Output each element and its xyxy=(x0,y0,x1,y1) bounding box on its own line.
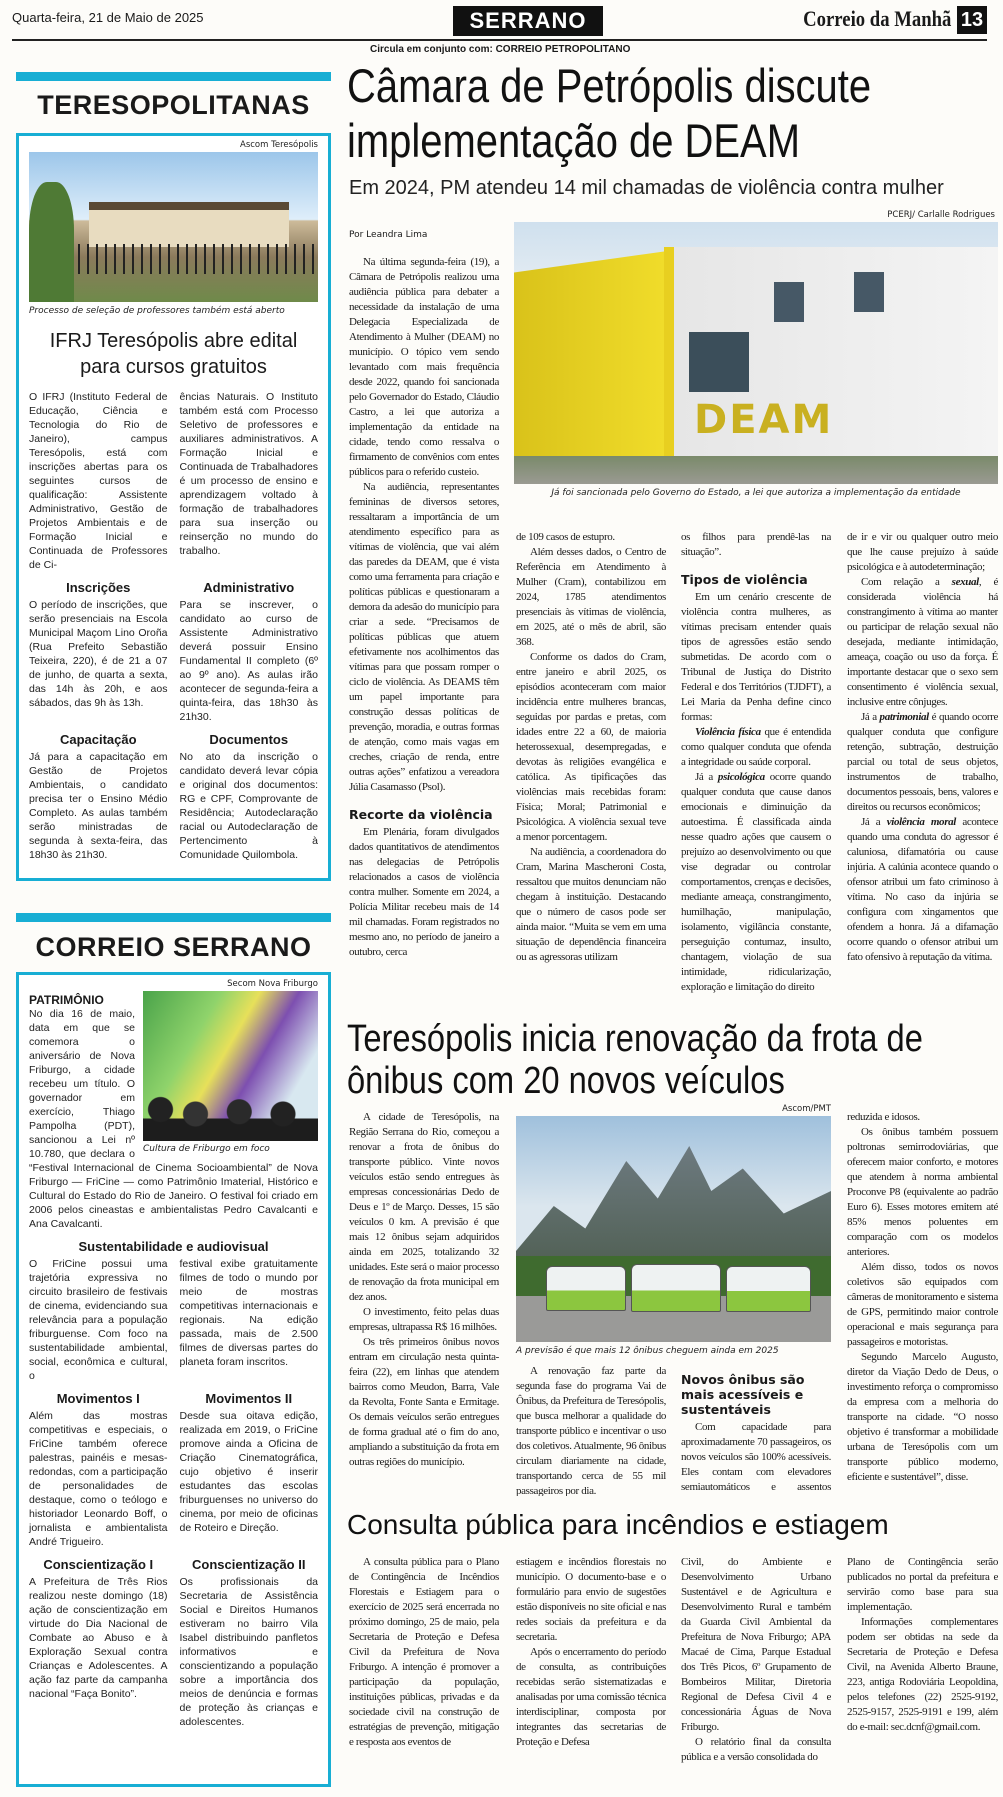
article-paragraph: Em um cenário crescente de violência contra mulheres, as vítimas precisam entender quais tipos de agressões estão sendo submetidas. De acordo com o Tribunal de Justiça do Distrito Federal e dos Territórios (TJDFT), a Lei Maria da Penha define cinco formas: xyxy=(681,591,831,723)
block-text: Os profissionais da Secretaria de Assistência Social e Direitos Humanos estiveram no bairro Vila Isabel distribuindo panfletos informativos e conscientizando a população sobre a importância dos meios de denúncia e formas de proteção às crianças e adolescentes. xyxy=(179,1576,318,1728)
article-column xyxy=(681,1555,831,1795)
circulation-note: Circula em conjunto com: CORREIO PETROPOLITANO xyxy=(370,44,631,55)
article-paragraph: Já a patrimonial é quando ocorre qualquer conduta que configure retenção, subtração, destruição parcial ou total de seus objetos, instrumentos de trabalho, documentos pessoais, bens, valores e direitos ou recursos econômicos; xyxy=(847,711,998,813)
article-paragraph: Em Plenária, foram divulgados dados quantitativos de atendimentos nas delegacias de Petrópolis relacionados a casos de violência contra mulher. Somente em 2024, a Polícia Militar recebeu mais de 14 mil chamadas. Foram registrados no mesmo ano, no período de janeiro a outubro, cerca xyxy=(349,826,499,958)
article-paragraph: Além desses dados, o Centro de Referência em Atendimento à Mulher (Cram), contabilizou em 2024, 1785 atendimentos presenciais às vítimas de violência, em 2025, até o mês de abril, são 368. xyxy=(516,546,666,648)
subhead: Capacitação xyxy=(59,732,137,747)
headline-consulta: Consulta pública para incêndios e estiagem xyxy=(347,1509,889,1540)
article-paragraph: reduzida e idosos. xyxy=(847,1111,920,1123)
lead-text: No dia 16 de maio, data em que se comemora o aniversário de Nova Friburgo, a cidade recebeu um título. O governador em exercício, Thiago Pampolha (PDT), sancionou a Lei nº 10.780, que declara o “Festival Internacional de Cinema Socioambiental” de Nova Friburgo — FriCine — como Patrimônio Imaterial, Histórico e Cultural do Estado do Rio de Janeiro. O festival foi criado em 2006 pelos cineastas e ambientalistas Pedro Cavalcanti e Ana Cavalcanti. xyxy=(29,1008,318,1230)
article-subhead: Tipos de violência xyxy=(681,572,808,587)
article-paragraph: O investimento, feito pelas duas empresas, ultrapassa R$ 16 milhões. xyxy=(349,1306,499,1333)
article-column xyxy=(847,530,998,1003)
block-text: A Prefeitura de Três Rios realizou neste domingo (18) ação de conscientização em virtude do Dia Nacional de Combate ao Abuso e à Exploração Sexual contra Crianças e Adolescentes. A ação faz parte da campanha nacional “Faça Bonito”. xyxy=(29,1576,168,1700)
byline: Por Leandra Lima xyxy=(349,230,428,240)
article-paragraph: Já a psicológica ocorre quando qualquer conduta que cause danos emocionais e diminuição da autoestima. É classificada ainda nesse quadro ações que causem o prejuízo ao desenvolvimento ou que vise degradar ou controlar comportamentos, crenças e decisões, mediante ameaça, constrangimento, humilhação, manipulação, isolamento, vigilância constante, perseguição contumaz, insulto, chantagem, violação de sua intimidade, ridicularização, exploração e limitação do direito xyxy=(681,771,831,993)
teresopolitanas-box xyxy=(16,133,331,881)
article-subhead: Novos ônibus são mais acessíveis e sustentáveis xyxy=(681,1372,805,1417)
subhead-patrimonio: PATRIMÔNIO xyxy=(29,993,104,1007)
article-column xyxy=(681,530,831,1003)
article-paragraph: Com relação a sexual, é considerada violência há constrangimento à vítima ao manter ou participar de relação sexual não desejada, mediante intimidação, ameaça, coação ou uso da força. É importante destacar que o sexo sem consentimento é violência sexual, inclusive entre cônjuges. xyxy=(847,576,998,708)
subhead: Movimentos I xyxy=(56,1391,140,1406)
emphasis: patrimonial xyxy=(879,711,929,723)
article-column xyxy=(349,1110,499,1496)
article-paragraph: Conforme os dados do Cram, entre janeiro e abril 2025, os episódios aconteceram com maior incidência entre mulheres brancas, seguidas por pardas e pretas, com idades entre 22 a 60, de maioria heterossexual, desempregadas, e devotas às religiões evangélica e católica. As tipificações das violências mais recebidas foram: Física; Moral; Patrimonial e Psicológica. A violência sexual teve a menor porcentagem. xyxy=(516,651,666,843)
photo-credit: Secom Nova Friburgo xyxy=(227,979,318,989)
article-column xyxy=(681,1360,831,1496)
correio-serrano-box xyxy=(16,972,331,1787)
article-paragraph: Na última segunda-feira (19), a Câmara de Petrópolis realizou uma audiência pública para debater a necessidade da instalação de uma Delegacia Especializada de Atendimento à Mulher (DEAM) no município. O tópico vem sendo levantado com mais frequência desde 2022, quando foi sancionada pelo Governador do Estado, Cláudio Castro, a lei que autoriza a implementação da entidade na cidade, tendo como ressalva o firmamento de convênios com entes públicos para o referido custeio. xyxy=(349,256,499,478)
article-paragraph: Na audiência, representantes femininas de diversos setores, ressaltaram a importância de um atendimento específico para as vítimas de violência, que vai além das paredes da DEAM, que é vista como uma ferramenta para criação e políticas públicas e questionaram a demora da adesão do município para criar a sede. “Precisamos de políticas públicas que atuem efetivamente nos acolhimentos das vítimas para que possam romper o ciclo de violência. As DEAMS têm um papel importante para construção dessas políticas de prevenção, moradia, e outras formas de atenção, como mais vagas em creches, criação de renda, entre outras ações” enfatizou a vereadora Júlia Casamasso (Psol). xyxy=(349,481,499,793)
article-column xyxy=(516,1364,666,1496)
article-column xyxy=(847,1555,998,1795)
article-paragraph: Após o encerramento do período de consulta, as contribuições recebidas serão sistematizadas e analisadas por uma comissão técnica interdisciplinar, composta por integrantes das secretarias de Proteção e Defesa xyxy=(516,1646,666,1748)
subhead: Sustentabilidade e audiovisual xyxy=(78,1239,269,1254)
article-paragraph: Informações complementares podem ser obtidas na sede da Secretaria de Proteção e Defesa Civil, na Avenida Alberto Braune, 223, antiga Rodoviária Leopoldina, pelos telefones (22) 2525-9192, 2525-9157, 2525-9191 e 199, além do e-mail: sec.dcnf@gmail.com. xyxy=(847,1616,998,1733)
article-paragraph: A renovação faz parte da segunda fase do programa Vai de Ônibus, da Prefeitura de Teresópolis, que busca melhorar a qualidade do transporte público e incentivar o uso dos coletivos. Atualmente, 96 ônibus circulam diariamente na cidade, transportando cerca de 55 mil passageiros por dia. xyxy=(516,1365,666,1496)
section-heading-teresopolitanas: TERESOPOLITANAS xyxy=(37,90,310,120)
section-bar xyxy=(16,913,331,922)
intro-col-2: ências Naturais. O Instituto também está com Processo Seletivo de professores e auxiliares administrativos. A Formação Inicial e Continuada de Trabalhadores é um processo de ensino e aprendizagem voltado à formação de trabalhadores para sua inserção ou reinserção no mundo do trabalho. xyxy=(179,391,318,557)
article-column xyxy=(516,1555,666,1795)
article-paragraph: Os três primeiros ônibus novos entram em circulação nesta quinta-feira (22), em linhas que atendem bairros como Meudon, Barra, Vale da Revolta, Fonte Santa e Ermitage. Os demais veículos serão entregues de forma gradual até o fim do ano, ampliando a substituição da frota em outras regiões do município. xyxy=(349,1336,499,1468)
article-column xyxy=(516,530,666,1003)
article-paragraph: Além disso, todos os novos coletivos são equipados com câmeras de monitoramento e sistema de GPS, permitindo maior controle operacional e mais segurança para passageiros e motoristas. xyxy=(847,1261,998,1348)
photo-caption: Já foi sancionada pelo Governo do Estado, a lei que autoriza a implementação da entidade xyxy=(551,488,961,498)
emphasis: Violência física xyxy=(695,726,761,738)
fricine-photo xyxy=(143,991,318,1141)
article-paragraph: A cidade de Teresópolis, na Região Serrana do Rio, começou a renovar a frota de ônibus do transporte público. Vinte novos veículos estão sendo entregues às empresas concessionárias Dedo de Deus e 1º de Março. Desses, 15 são veículos 0 km. A previsão é que mais 12 ônibus sejam adquiridos ainda em 2025, totalizando 32 unidades. Este será o maior processo de renovação da frota municipal em dez anos. xyxy=(349,1111,499,1303)
deam-building-photo xyxy=(514,222,998,484)
subhead: Administrativo xyxy=(203,580,295,595)
issue-date: Quarta-feira, 21 de Maio de 2025 xyxy=(12,10,204,25)
article-paragraph: A consulta pública para o Plano de Contingência de Incêndios Florestais e Estiagem para o exercício de 2025 será encerrada no próximo domingo, 25 de maio, pela Secretaria de Proteção e Defesa Civil da Prefeitura de Nova Friburgo. A intenção é promover a participação da população, instituições públicas, privadas e da sociedade civil na construção de estratégias de prevenção, mitigação e resposta aos eventos de xyxy=(349,1556,499,1748)
emphasis: sexual xyxy=(951,576,979,588)
header-rule xyxy=(12,39,987,41)
intro-col-1: O IFRJ (Instituto Federal de Educação, Ciência e Tecnologia do Rio de Janeiro), campus Teresópolis, está com inscrições abertas para os seguintes cursos de qualificação: Assistente Administrativo, Gestão de Projetos Ambientais e de Formação Inicial e Continuada de Professores de Ci- xyxy=(29,391,168,571)
block-text: Já para a capacitação em Gestão de Projetos Ambientais, o candidato precisa ter o Ensino Médio Completo. As aulas também serão ministradas de segunda à sexta-feira, das 18h30 às 21h30. xyxy=(29,751,168,861)
section-label: SERRANO xyxy=(453,6,603,36)
article-paragraph: os filhos para prendê-las na situação”. xyxy=(681,531,831,558)
photo-credit: PCERJ/ Carlalle Rodrigues xyxy=(887,210,995,220)
newspaper-logo: Correio da Manhã xyxy=(802,6,951,31)
subheadline-deam: Em 2024, PM atendeu 14 mil chamadas de violência contra mulher xyxy=(349,177,944,199)
article-column xyxy=(847,1110,998,1496)
section-bar xyxy=(16,72,331,81)
article-title: IFRJ Teresópolis abre edital para cursos gratuitos xyxy=(49,330,298,378)
subhead: Documentos xyxy=(209,732,289,747)
subhead: Inscrições xyxy=(66,580,131,595)
buses-photo xyxy=(516,1116,831,1342)
article-column xyxy=(349,255,499,1003)
section-heading-correio-serrano: CORREIO SERRANO xyxy=(35,932,312,962)
block-text: O período de inscrições, que serão presenciais na Escola Municipal Maçom Lino Oroña (Rua Prefeito Sebastião Teixeira, 220), é de 21 a 07 de junho, de quarta a sexta, das 14h às 20h, e aos sábados, das 9h às 13h. xyxy=(29,599,168,709)
headline-onibus: Teresópolis inicia renovação da frota de ônibus com 20 novos veículos xyxy=(347,1018,923,1102)
photo-caption: Processo de seleção de professores também está aberto xyxy=(29,306,285,316)
article-paragraph: Civil, do Ambiente e Desenvolvimento Urbano Sustentável e de Agricultura e Desenvolvimento Rural e também da Guarda Civil Ambiental da Prefeitura de Nova Friburgo; APA Macaé de Cima, Parque Estadual dos Três Picos, 6º Grupamento de Bombeiros Militar, Diretoria Regional de Defesa Civil 4 e concessionária Águas de Nova Friburgo. xyxy=(681,1556,831,1733)
article-paragraph: Plano de Contingência serão publicados no portal da prefeitura e servirão como base para sua implementação. xyxy=(847,1556,998,1613)
article-column xyxy=(349,1555,499,1795)
block-text: Para se inscrever, o candidato ao curso de Assistente Administrativo deverá possuir Ensino Fundamental II completo (6º ao 9º ano). As aulas irão acontecer de segunda-feira a quinta-feira, das 18h30 às 21h30. xyxy=(179,599,318,723)
article-paragraph: Violência física que é entendida como qualquer conduta que ofenda a integridade ou saúde corporal. xyxy=(681,726,831,768)
photo-caption: A previsão é que mais 12 ônibus cheguem ainda em 2025 xyxy=(516,1346,779,1356)
deam-sign: DEAM xyxy=(694,397,834,443)
block-text: O FriCine possui uma trajetória expressiva no circuito brasileiro de festivais de cinema, evidenciando sua relevância para a população friburguense. Com foco na sustentabilidade ambiental, social, econômica e cultural, o xyxy=(29,1258,168,1382)
headline-deam: Câmara de Petrópolis discute implementação de DEAM xyxy=(347,59,872,167)
article-paragraph: estiagem e incêndios florestais no município. O documento-base e o formulário para envio de sugestões estão disponíveis no site oficial e nas redes sociais da prefeitura e da secretaria. xyxy=(516,1556,666,1643)
subhead: Conscientização II xyxy=(192,1557,306,1572)
photo-caption: Cultura de Friburgo em foco xyxy=(143,1144,270,1154)
article-paragraph: Segundo Marcelo Augusto, diretor da Viação Dedo de Deus, o investimento reforça o compromisso da empresa com a melhoria do transporte na cidade. “O nosso objetivo é transformar a mobilidade urbana de Teresópolis com um transporte público moderno, eficiente e sustentável”, disse. xyxy=(847,1351,998,1483)
emphasis: violência moral xyxy=(886,816,956,828)
article-paragraph: de 109 casos de estupro. xyxy=(516,531,615,543)
subhead: Movimentos II xyxy=(205,1391,293,1406)
article-paragraph: Já a violência moral acontece quando uma conduta do agressor é caluniosa, difamatória ou cause injúria. A calúnia acontece quando o ofensor atribui um fato criminoso à vítima. No caso da injúria se configura com xingamentos que ofendem a honra. Já a difamação ocorre quando o ofensor atribui um fato ofensivo à reputação da vítima. xyxy=(847,816,998,963)
block-text: festival exibe gratuitamente filmes de todo o mundo por meio de mostras competitivas internacionais e regionais. Na edição passada, mais de 2.500 filmes de diversas partes do planeta foram inscritos. xyxy=(179,1258,318,1368)
photo-credit: Ascom Teresópolis xyxy=(240,140,318,150)
article-subhead: Recorte da violência xyxy=(349,807,493,822)
block-text: No ato da inscrição o candidato deverá levar cópia e original dos documentos: RG e CPF, Comprovante de Residência; Autodeclaração racial ou Autodeclaração de Pertencimento à Comunidade Quilombola. xyxy=(179,751,318,861)
article-paragraph: Os ônibus também possuem poltronas semirrodoviárias, que oferecem maior conforto, e motores que atendem à norma ambiental Proconve P8 (equivalente ao padrão Euro 6). Esses motores emitem até 85% menos poluentes em comparação com os modelos anteriores. xyxy=(847,1126,998,1258)
article-paragraph: Na audiência, a coordenadora do Cram, Marina Mascheroni Costa, ressaltou que muitos denunciam não chegam à instituição. Destacando que o número de casos pode ser ainda maior. “Muita se vem em uma situação de dependência financeira ou as agressoras utilizam xyxy=(516,846,666,963)
emphasis: psicológica xyxy=(717,771,765,783)
page-number: 13 xyxy=(957,6,987,34)
article-paragraph: O relatório final da consulta pública e a versão consolidada do xyxy=(681,1736,831,1763)
photo-credit: Ascom/PMT xyxy=(782,1104,831,1114)
campus-photo xyxy=(29,152,318,302)
block-text: Além das mostras competitivas e especiais, o FriCine também oferece palestras, painéis e mesas-redondas, com a participação de personalidades de destaque, como o teólogo e historiador Leonardo Boff, o jornalista e ambientalista André Trigueiro. xyxy=(29,1410,168,1548)
article-paragraph: Com capacidade para aproximadamente 70 passageiros, os novos veículos são 100% acessíveis. Eles contam com elevadores semiautomáticos e assentos xyxy=(681,1421,831,1493)
block-text: Desde sua oitava edição, realizada em 2019, o FriCine promove ainda a Oficina de Criação Cinematográfica, cujo objetivo é inserir estudantes das escolas friburguenses no universo do cinema, por meio de oficinas de Roteiro e Direção. xyxy=(179,1410,318,1534)
photo-figure xyxy=(143,991,318,1154)
article-paragraph: de ir e vir ou qualquer outro meio que lhe cause prejuízo à saúde psicológica e à autodeterminação; xyxy=(847,531,998,573)
subhead: Conscientização I xyxy=(43,1557,154,1572)
